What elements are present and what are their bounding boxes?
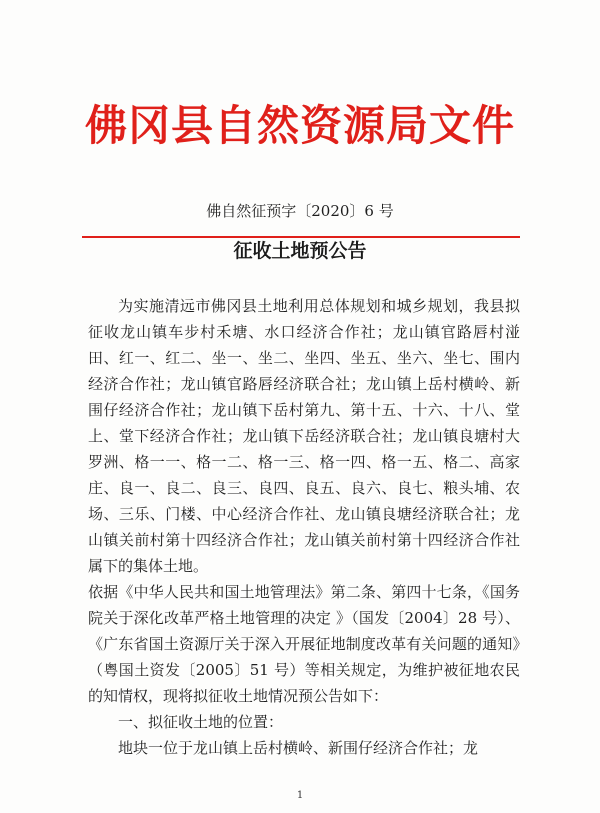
paragraph-plot-one: 地块一位于龙山镇上岳村横岭、新围仔经济合作社；龙 <box>118 739 479 757</box>
section-heading-location: 一、拟征收土地的位置： <box>118 713 284 731</box>
paragraph-purpose: 为实施清远市佛冈县土地利用总体规划和城乡规划，我县拟征收龙山镇车步村禾塘、水口经济合作社；龙山镇官路唇村湴田、红一、红二、坐一、坐二、坐四、坐五、坐六、坐七、围内经济合作社；龙山镇官路唇经济联合社；龙山镇上岳村横岭、新围仔经济合作社；龙山镇下岳村第九、第十五、十六、十八、堂上、堂下经济合作社；龙山镇下岳经济联合社；龙山镇良塘村大罗洲、格一一、格一二、格一三、格一四、格一五、格二、高家庄、良一、良二、良三、良四、良五、良六、良七、粮头埔、农场、三乐、门楼、中心经济合作社、龙山镇良塘经济联合社；龙山镇关前村第十四经济合作社；龙山镇关前村第十四经济合作社属下的集体土地。 <box>88 297 520 575</box>
notice-title: 征收土地预公告 <box>233 240 367 262</box>
issuing-authority-header: 佛冈县自然资源局文件 <box>84 101 515 150</box>
document-number: 佛自然征预字〔2020〕6 号 <box>206 202 394 220</box>
notice-body <box>88 293 520 761</box>
page-number: 1 <box>296 790 304 801</box>
paragraph-legal-basis: 依据《中华人民共和国土地管理法》第二条、第四十七条，《国务院关于深化改革严格土地管理的决定 》（国发〔2004〕28 号）、《广东省国土资源厅关于深入开展征地制度改革有关问题的通知》（粤国土资发〔2005〕51 号）等相关规定，为维护被征地农民的知情权，现将拟征收土地情况预公告如下： <box>88 583 520 705</box>
